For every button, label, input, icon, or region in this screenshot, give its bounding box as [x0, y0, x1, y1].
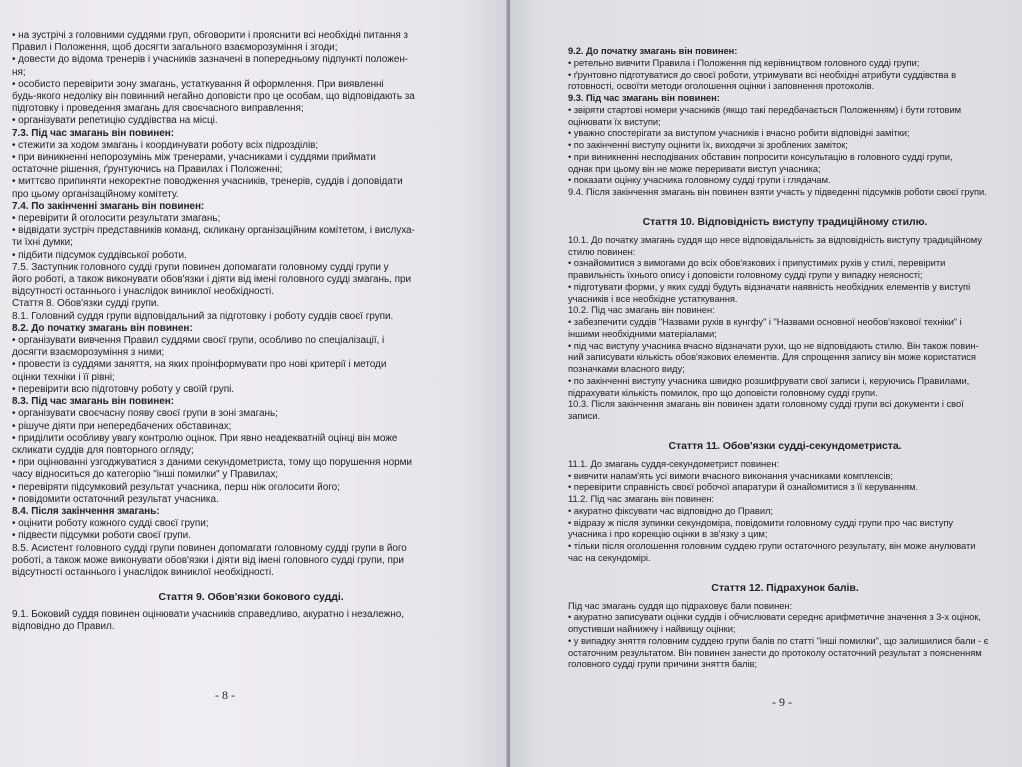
text-line: • у випадку зняття головним суддею групи балів по статті "інші помилки", що залишилися бали - є: [568, 634, 989, 646]
text-line: однак при цьому він не може переривати виступ учасника;: [568, 162, 821, 174]
right-text-block: [568, 45, 1002, 670]
text-line: роботі, а також може виконувати обов'язки і діяти від імені головного судді групи, при: [12, 554, 404, 566]
article-title: Стаття 12. Підрахунок балів.: [711, 581, 859, 594]
text-line: оцінки техніки і її рівні;: [12, 371, 115, 383]
text-line: стилю повинен:: [568, 245, 636, 257]
text-line: учасника і про корекцію оцінки в зв'язку з цим;: [568, 528, 768, 540]
text-line: оцінювати їх виступи;: [568, 115, 661, 127]
text-line: • забезпечити суддів "Назвами рухів в кунгфу" і "Назвами основної необов'язкової техніки" і: [568, 316, 962, 327]
text-line: 8.1. Головний суддя групи відповідальний за підготовку і роботу суддів своєї групи.: [12, 310, 394, 322]
text-line: відсутності останнього і унаслідок виниклої необхідності.: [12, 286, 274, 298]
text-line: його роботі, а також виконувати обов'язки і діяти від імені головного судді змагань, при: [12, 274, 411, 286]
section-heading: 8.3. Під час змагань він повинен:: [12, 396, 175, 408]
text-line: позначками власного виду;: [568, 363, 685, 374]
text-line: • повідомити остаточний результат учасника.: [12, 493, 219, 505]
text-line: • стежити за ходом змагань і координувати роботу всіх підрозділів;: [12, 139, 319, 151]
text-line: 10.2. Під час змагань він повинен:: [568, 304, 715, 316]
text-line: • тільки після оголошення головним суддею групи остаточного результату, він може анулювати: [568, 540, 976, 551]
section-heading: 8.2. До початку змагань він повинен:: [12, 322, 193, 334]
page-number: - 8 -: [215, 688, 235, 702]
text-line: 11.2. Під час змагань він повинен:: [568, 493, 714, 504]
text-line: • підбити підсумок суддівської роботи.: [12, 249, 187, 261]
left-text-block: [12, 30, 490, 634]
text-line: • показати оцінку учасника головному судді групи і глядачам.: [568, 174, 831, 186]
text-line: відсутності останнього і унаслідок виниклої необхідності.: [12, 566, 274, 578]
text-line: ти їхні думки;: [12, 237, 73, 249]
text-line: • звіряти стартові номери учасників (якщо такі передбачається Положенням) і бути готовим: [568, 103, 962, 115]
text-line: • оцінити роботу кожного судді своєї групи;: [12, 518, 209, 530]
text-line: • по закінченні виступу учасника швидко розшифрувати свої записи і, керуючись Правилами,: [568, 374, 970, 386]
text-line: • рішуче діяти при непередбачених обставинах;: [12, 420, 232, 432]
text-line: • ґрунтовно підготуватися до своєї роботи, утримувати всі необхідні атрибути суддівства в: [568, 68, 957, 80]
text-line: • акуратно записувати оцінки суддів і обчислювати середнє арифметичне значення з 3-х оцінок,: [568, 611, 981, 623]
text-line: • приділити особливу увагу контролю оцінок. При явно неадекватній оцінці він може: [12, 432, 398, 444]
text-line: Правил і Положення, щоб досягти загального взаєморозуміння і згоди;: [12, 42, 338, 54]
page-right: [510, 0, 1022, 767]
text-line: • при оцінюванні узгоджуватися з даними секундометриста, тому що порушення норми: [12, 457, 412, 469]
text-line: • перевірити й оголосити результати змагань;: [12, 213, 221, 225]
text-line: 9.4. Після закінчення змагань він повинен взяти участь у підведенні підсумків роботи своєї групи.: [568, 186, 987, 197]
text-line: 10.1. До початку змагань суддя що несе відповідальність за відповідність виступу традиційному: [568, 233, 982, 245]
text-line: • ознайомитися з вимогами до всіх обов'язкових і припустимих рухів у стилі, перевірити: [568, 257, 946, 269]
text-line: 9.1. Боковий суддя повинен оцінювати учасників справедливо, акуратно і незалежно,: [12, 609, 405, 621]
text-line: • відвідати зустріч представників команд, скликану організаційним комітетом, і вислуха-: [12, 225, 415, 237]
page-left: [0, 0, 508, 767]
text-line: Під час змагань суддя що підраховує бали повинен:: [568, 599, 793, 611]
text-line: • при виникненні непорозумінь між тренерами, учасниками і суддями приймати: [12, 152, 376, 164]
text-line: • уважно спостерігати за виступом учасників і вчасно робити відповідні замітки;: [568, 127, 910, 139]
text-line: ня;: [12, 66, 26, 78]
text-line: • провести із суддями заняття, на яких проінформувати про нові критерії і методи: [12, 359, 387, 371]
text-line: • відразу ж після зупинки секундоміра, повідомити головному судді групи про час виступу: [568, 516, 954, 528]
text-line: головного судді групи причини зняття балів;: [568, 658, 758, 670]
section-heading: 7.3. Під час змагань він повинен:: [12, 127, 175, 139]
text-line: записи.: [568, 410, 601, 421]
text-line: опустивши найнижчу і найвищу оцінки;: [568, 623, 736, 634]
text-line: • при виникненні несподіваних обставин попросити консультацію в головного судді групи,: [568, 150, 953, 162]
section-heading: 9.3. Під час змагань він повинен:: [568, 92, 720, 103]
text-line: 7.5. Заступник головного судді групи повинен допомагати головному судді групи у: [12, 261, 389, 273]
text-line: • довести до відома тренерів і учасників зазначені в попередньому підпункті положен-: [12, 54, 409, 66]
text-line: • організувати репетицію суддівства на місці.: [12, 115, 218, 127]
text-line: • миттєво припиняти некоректне поводження учасників, тренерів, суддів і доповідати: [12, 176, 403, 188]
text-line: • перевірити справність своєї робочої апаратури й ознайомитися з її керуванням.: [568, 481, 919, 493]
text-line: правильність їхнього опису і доповісти головному судді групи у випадку неясності;: [568, 269, 923, 280]
section-heading: Стаття 8. Обов'язки судді групи.: [12, 298, 160, 310]
text-line: будь-якого недоліку він повинний негайно доповісти про це особам, що відповідають за: [12, 91, 415, 103]
text-line: учасників і все необхідне устаткування.: [568, 292, 738, 304]
text-line: • підготувати форми, у яких судді будуть відзначати наявність необхідних елементів у виступі: [568, 280, 971, 292]
text-line: • акуратно фіксувати час відповідно до Правил;: [568, 504, 773, 516]
text-line: • особисто перевірити зону змагань, устаткування й оформлення. При виявленні: [12, 78, 384, 90]
text-line: • на зустрічі з головними суддями груп, обговорити і прояснити всі необхідні питання з: [12, 30, 408, 41]
text-line: • по закінченні виступу оцінити їх, виходячи зі зроблених заміток;: [568, 139, 848, 150]
section-heading: 9.2. До початку змагань він повинен:: [568, 45, 738, 56]
text-line: • підвести підсумки роботи своєї групи.: [12, 530, 191, 542]
text-line: • організувати своєчасну появу своєї групи в зоні змагань;: [12, 408, 278, 420]
text-line: • ретельно вивчити Правила і Положення під керівництвом головного судді групи;: [568, 56, 920, 68]
text-line: час на секундомірі.: [568, 551, 651, 563]
text-line: • перевірити всю підготовчу роботу у своїй групі.: [12, 383, 235, 395]
text-line: підготовку і проведення змагань для своєчасного виправлення;: [12, 103, 304, 115]
text-line: остаточне рішення, ґрунтуючись на Правилах і Положенні;: [12, 164, 283, 176]
text-line: іншими необхідними матеріалами;: [568, 327, 717, 339]
text-line: про цьому організаційному комітету.: [12, 188, 179, 200]
text-line: остаточним результатом. Він повинен занести до протоколу остаточний результат з поясненням: [568, 646, 982, 658]
section-heading: 7.4. По закінченні змагань він повинен:: [12, 200, 205, 212]
text-line: часу відноситься до категорію "інші помилки" у Правилах;: [12, 469, 279, 481]
section-heading: 8.4. Після закінчення змагань:: [12, 505, 160, 517]
text-line: досягти взаєморозуміння з ними;: [12, 347, 165, 359]
text-line: готовності, освоїти методи оголошення оцінки і заповнення протоколів.: [568, 80, 875, 92]
article-title: Стаття 11. Обов'язки судді-секундометриста.: [668, 439, 902, 452]
text-line: • під час виступу учасника вчасно відзначати рухи, що не відповідають стилю. Він також повин-: [568, 339, 979, 351]
text-line: 10.3. Після закінчення змагань він повинен здати головному судді групи всі документи і свої: [568, 398, 964, 410]
text-line: • перевіряти підсумковий результат учасника, перш ніж оголосити його;: [12, 481, 340, 493]
text-line: підрахувати кількість помилок, про що доповісти головному судді групи.: [568, 386, 878, 398]
text-line: 8.5. Асистент головного судді групи повинен допомагати головному судді групи в його: [12, 542, 407, 554]
text-line: скликати суддів для повторного огляду;: [12, 444, 194, 456]
text-line: • організувати вивчення Правил суддями своєї групи, особливо по спеціалізації, і: [12, 335, 385, 347]
text-line: ний записувати кількість обов'язкових елементів. Для спрощення запису він може користатися: [568, 351, 976, 363]
article-title: Стаття 10. Відповідність виступу традиційному стилю.: [642, 215, 928, 228]
article-title: Стаття 9. Обов'язки бокового судді.: [158, 591, 344, 604]
text-line: відповідно до Правил.: [12, 621, 115, 633]
text-line: • вивчити напам'ять усі вимоги вчасного виконання учасниками комплексів;: [568, 469, 893, 481]
text-line: 11.1. До змагань суддя-секундометрист повинен:: [568, 457, 780, 469]
page-number: - 9 -: [772, 695, 792, 709]
